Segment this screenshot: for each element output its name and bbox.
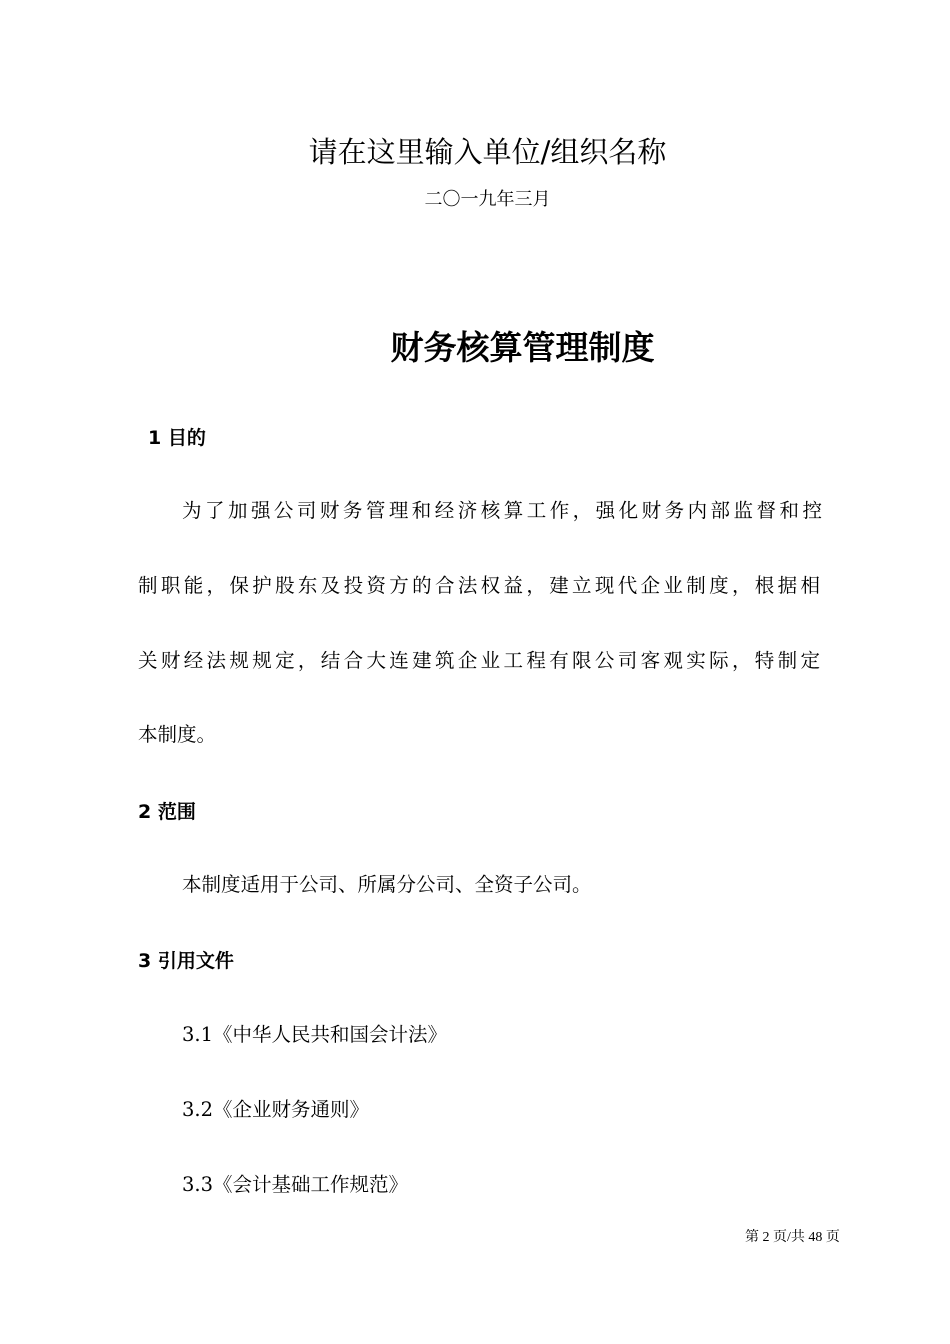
document-title: 财务核算管理制度 bbox=[390, 328, 655, 367]
paragraph-line: 本制度。 bbox=[138, 723, 217, 746]
paragraph-line: 关财经法规规定，结合大连建筑企业工程有限公司客观实际，特制定 bbox=[138, 649, 820, 672]
reference-item: 3.2《企业财务通则》 bbox=[182, 1098, 370, 1121]
document-date: 二〇一九年三月 bbox=[424, 189, 551, 210]
page-number: 第 2 页/共 48 页 bbox=[745, 1230, 840, 1245]
section-heading-purpose: 1 目的 bbox=[148, 427, 206, 449]
organization-name: 请在这里输入单位/组织名称 bbox=[308, 135, 667, 169]
paragraph-line: 为了加强公司财务管理和经济核算工作，强化财务内部监督和控 bbox=[182, 499, 822, 522]
section-heading-scope: 2 范围 bbox=[138, 801, 196, 823]
reference-item: 3.1《中华人民共和国会计法》 bbox=[182, 1023, 448, 1046]
section-heading-references: 3 引用文件 bbox=[138, 950, 234, 972]
paragraph-line: 制职能，保护股东及投资方的合法权益，建立现代企业制度，根据相 bbox=[138, 574, 820, 597]
paragraph-line: 本制度适用于公司、所属分公司、全资子公司。 bbox=[182, 873, 592, 896]
reference-item: 3.3《会计基础工作规范》 bbox=[182, 1173, 409, 1196]
